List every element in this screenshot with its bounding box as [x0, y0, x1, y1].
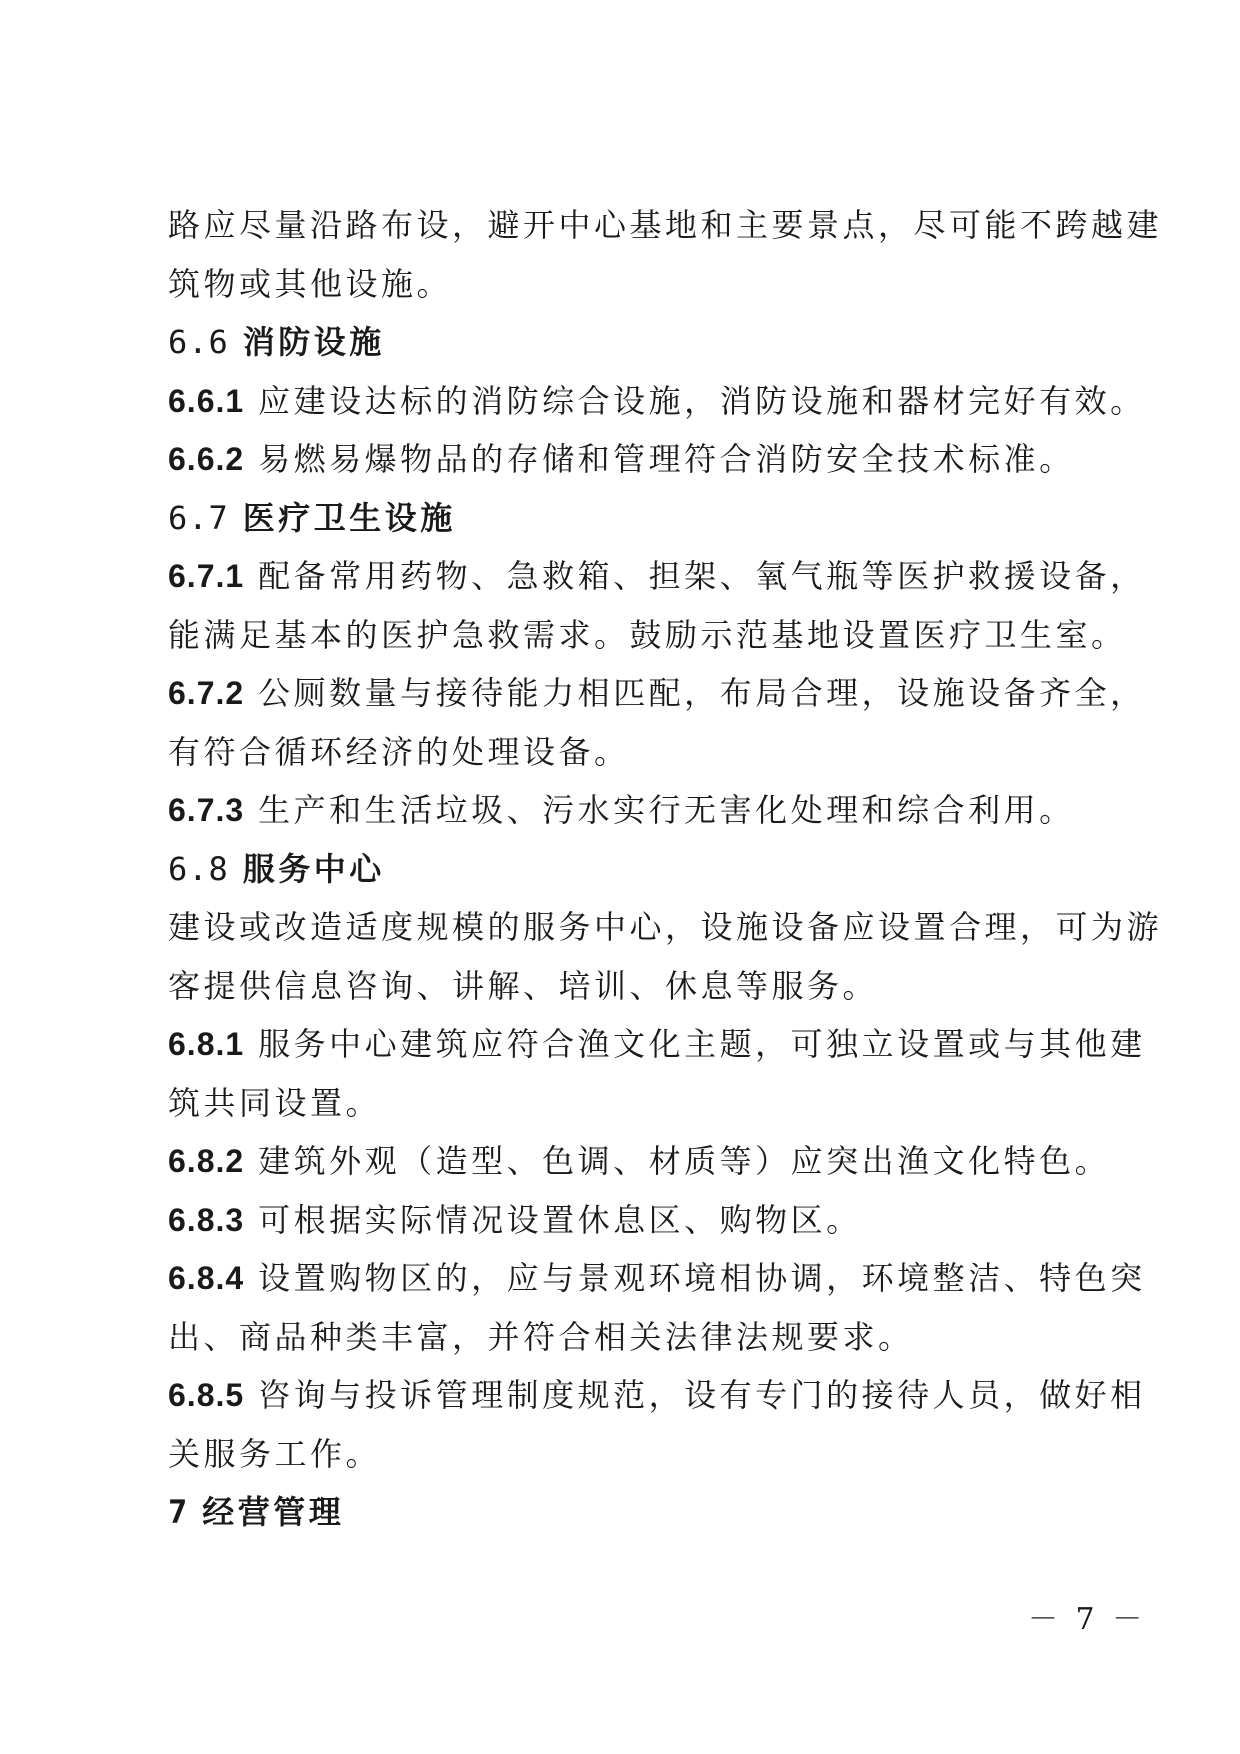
- clause-6-7-2: [168, 664, 1146, 723]
- clause-6-8-4: [168, 1249, 1146, 1308]
- clause-number: 6.7.1: [168, 558, 245, 594]
- section-number: 6.6: [168, 323, 229, 361]
- clause-number: 6.8.2: [168, 1143, 245, 1179]
- clause-text: 公厕数量与接待能力相匹配，布局合理，设施设备齐全，: [258, 674, 1146, 712]
- section-heading-6-7: [168, 489, 1103, 548]
- clause-text: 咨询与投诉管理制度规范，设有专门的接待人员，做好相: [258, 1376, 1146, 1414]
- section-title: 消防设施: [242, 323, 385, 361]
- clause-6-8-3: [168, 1191, 1103, 1250]
- clause-text: 设置购物区的，应与景观环境相协调，环境整洁、特色突: [258, 1259, 1146, 1297]
- clause-number: 6.6.1: [168, 382, 245, 419]
- clause-number: 6.7.3: [168, 792, 245, 828]
- clause-text: 易燃易爆物品的存储和管理符合消防安全技术标准。: [258, 440, 1075, 478]
- clause-6-6-1: [168, 372, 1146, 431]
- section-heading-6-6: [168, 313, 1103, 372]
- clause-6-8-2: [168, 1132, 1111, 1191]
- clause-text: 应建设达标的消防综合设施，消防设施和器材完好有效。: [258, 381, 1146, 420]
- clause-continuation-line: 筑共同设置。: [168, 1083, 382, 1122]
- clause-6-7-1: [168, 547, 1146, 606]
- section-heading-6-8: [168, 840, 1103, 899]
- section-number: 6.7: [168, 498, 229, 537]
- document-page: [168, 196, 1163, 1542]
- clause-6-6-2: [168, 430, 1103, 489]
- clause-continuation-line: 关服务工作。: [168, 1434, 382, 1473]
- clause-text: 服务中心建筑应符合渔文化主题，可独立设置或与其他建: [258, 1025, 1146, 1063]
- clause-number: 6.7.2: [168, 675, 245, 711]
- clause-text: 可根据实际情况设置休息区、购物区。: [258, 1200, 862, 1239]
- clause-text: 建筑外观（造型、色调、材质等）应突出渔文化特色。: [258, 1142, 1111, 1180]
- clause-text: 配备常用药物、急救箱、担架、氧气瓶等医护救援设备，: [258, 557, 1146, 595]
- paragraph-line: 筑物或其他设施。: [168, 264, 453, 303]
- clause-6-8-5: [168, 1366, 1146, 1425]
- chapter-heading-7: [168, 1483, 1103, 1542]
- clause-continuation-line: 有符合循环经济的处理设备。: [168, 732, 630, 771]
- paragraph-line: 建设或改造适度规模的服务中心，设施设备应设置合理，可为游: [168, 908, 1163, 946]
- section-title: 医疗卫生设施: [242, 498, 456, 537]
- paragraph-line: 客提供信息咨询、讲解、培训、休息等服务。: [168, 966, 879, 1005]
- clause-number: 6.8.4: [168, 1260, 245, 1296]
- chapter-number: 7: [168, 1493, 189, 1531]
- page-number: － 7 －: [1028, 1602, 1147, 1637]
- clause-number: 6.8.1: [168, 1026, 245, 1062]
- clause-6-8-1: [168, 1015, 1146, 1074]
- clause-number: 6.8.5: [168, 1377, 245, 1413]
- section-number: 6.8: [168, 849, 229, 888]
- section-title: 服务中心: [242, 849, 385, 888]
- paragraph-line: 路应尽量沿路布设，避开中心基地和主要景点，尽可能不跨越建: [168, 206, 1163, 244]
- clause-continuation-line: 出、商品种类丰富，并符合相关法律法规要求。: [168, 1317, 914, 1356]
- chapter-title: 经营管理: [202, 1493, 345, 1531]
- clause-continuation-line: 能满足基本的医护急救需求。鼓励示范基地设置医疗卫生室。: [168, 615, 1127, 654]
- clause-6-7-3: [168, 781, 1103, 840]
- clause-text: 生产和生活垃圾、污水实行无害化处理和综合利用。: [258, 791, 1075, 829]
- clause-number: 6.8.3: [168, 1201, 245, 1238]
- clause-number: 6.6.2: [168, 441, 245, 477]
